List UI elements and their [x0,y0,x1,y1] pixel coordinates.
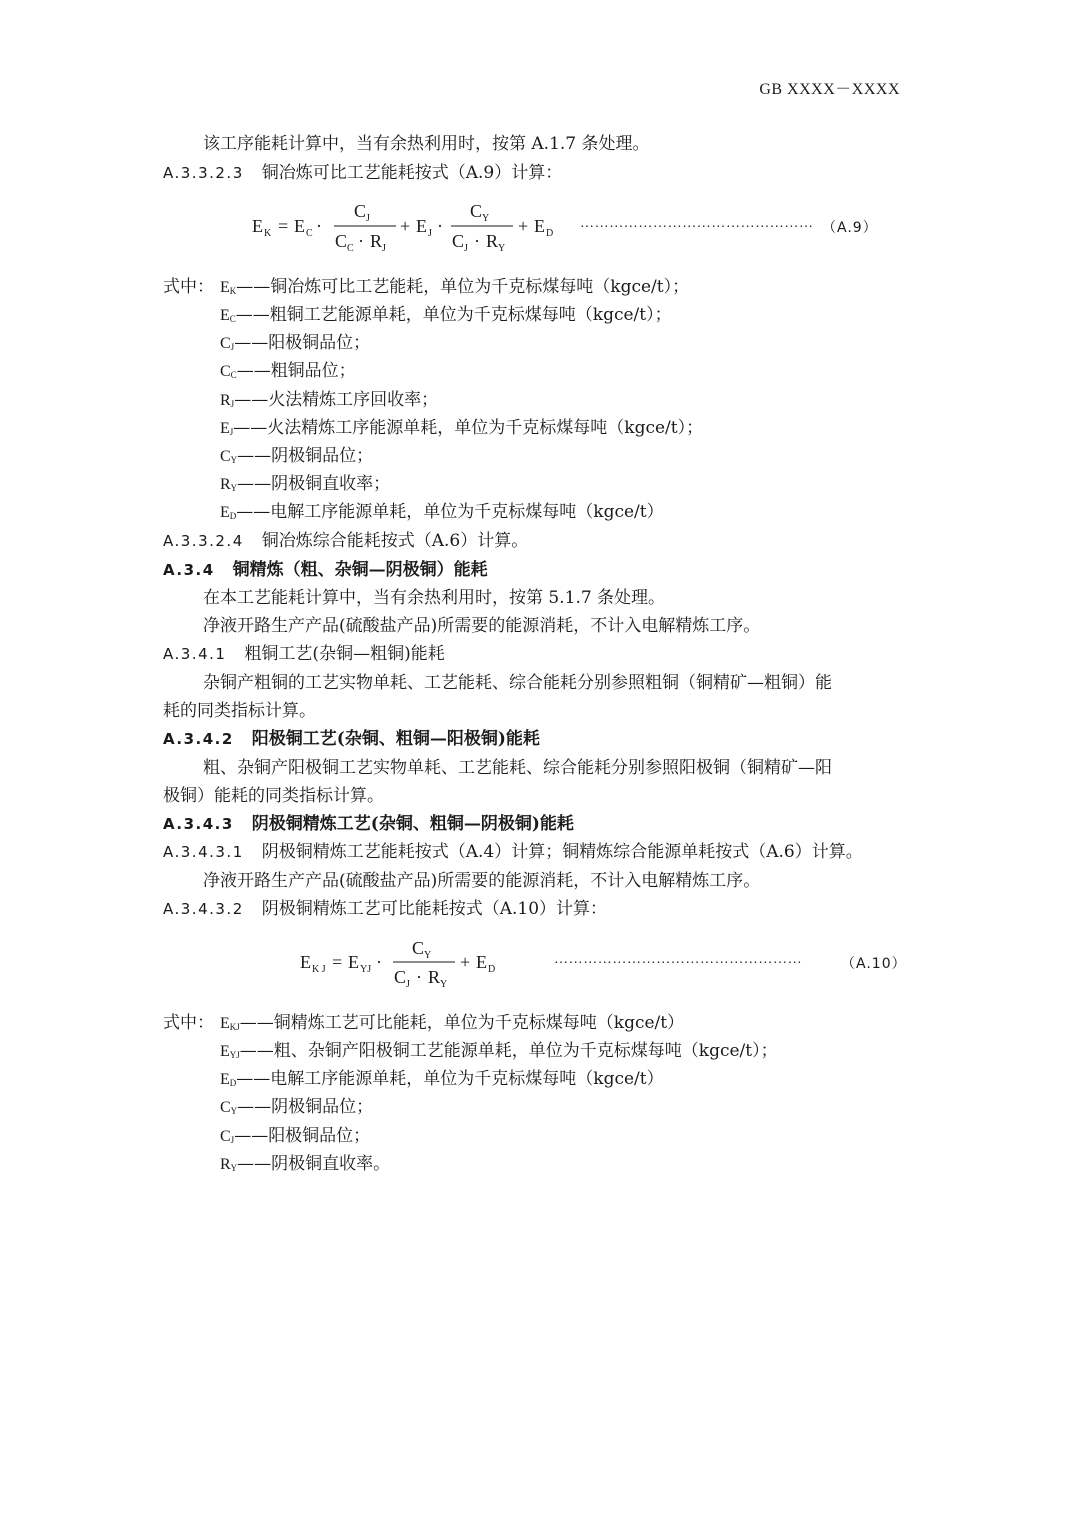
paragraph-waste-heat: 该工序能耗计算中，当有余热利用时，按第 A.1.7 条处理。 [203,134,650,154]
a10-leader-dots: …………………………………………… [554,952,803,967]
symbol: $C_Y$ [220,448,238,465]
symbol: $C_J$ [220,335,235,352]
a10-term2-E: E [476,952,487,972]
a9-dot1: · [316,216,322,236]
a10-lhs-E: E [300,952,311,972]
clause-text: 铜冶炼可比工艺能耗按式（A.9）计算： [261,163,563,183]
paragraph-waste-heat-2: 在本工艺能耗计算中，当有余热利用时，按第 5.1.7 条处理。 [203,588,666,608]
definition-EYJ [220,1040,778,1066]
a9-leader-dots: ………………………………………… [580,216,814,231]
a9-plus1: + [400,216,411,236]
a9-lhs-E: E [252,216,263,236]
a9-frac2-num: C [470,201,483,221]
symbol: $R_Y$ [220,476,238,493]
definition-ED-2 [220,1068,664,1094]
clause-a341 [163,643,445,665]
a9-term3-sub: D [546,228,554,239]
clause-a3431 [163,841,863,863]
a9-frac1-den-dot: · [358,231,364,251]
a10-equation-number: （A.10） [841,956,907,972]
symbol: $E_{KJ}$ [220,1015,240,1032]
clause-number: A.3.3.2.4 [163,532,244,550]
a9-frac2-den-dot: · [474,231,480,251]
formula-a10 [298,934,907,994]
definition-RY [220,473,390,499]
a10-lhs-sub: K J [312,964,326,975]
symbol: $E_D$ [220,1071,237,1088]
clause-a3323 [163,162,562,184]
symbol: $E_J$ [220,420,234,437]
a9-frac1-num: C [354,201,367,221]
where-lead-2: 式中： [163,1013,214,1033]
clause-a34-heading [163,559,488,581]
symbol: $E_D$ [220,504,237,521]
clause-a343-heading [163,813,574,835]
a9-frac2-den-R-sub: Y [498,243,506,254]
definition-text: ——铜精炼工艺可比能耗，单位为千克标煤每吨（kgce/t） [239,1013,685,1033]
clause-number: A.3.4 [163,561,215,579]
definition-CJ [220,332,370,358]
definition-text: ——阳极铜品位； [234,333,371,353]
a10-frac-num: C [412,938,425,958]
a9-frac2-den-C-sub: J [464,243,468,254]
clause-text: 阴极铜精炼工艺能耗按式（A.4）计算；铜精炼综合能源单耗按式（A.6）计算。 [261,842,863,862]
definition-text: ——电解工序能源单耗，单位为千克标煤每吨（kgce/t） [236,1069,664,1089]
definition-EC [220,304,672,330]
a10-plus: + [460,952,471,972]
clause-a342-heading [163,728,540,750]
symbol: $E_K$ [220,279,237,296]
definition-CJ-2 [220,1125,370,1151]
a9-equation-number: （A.9） [822,220,878,236]
a9-frac1-den-R-sub: J [382,243,386,254]
a10-frac-num-sub: Y [424,950,432,961]
definition-text: ——粗铜品位； [236,361,356,381]
symbol: $C_C$ [220,363,237,380]
a9-plus2: + [518,216,529,236]
clause-text: 铜精炼（粗、杂铜—阴极铜）能耗 [232,560,488,580]
definition-text: ——阳极铜品位； [234,1126,371,1146]
a9-dot2: · [437,216,443,236]
a9-frac1-num-sub: J [366,213,370,224]
a9-frac1-den-R: R [370,231,383,251]
where-lead-1: 式中： [163,277,214,297]
clause-a3324 [163,530,528,552]
formula-a9 [250,196,900,256]
a10-term1-sub: YJ [360,964,372,975]
definition-text: ——铜冶炼可比工艺能耗，单位为千克标煤每吨（kgce/t）； [236,277,690,297]
a10-frac-den-C-sub: J [406,979,410,990]
clause-a3432 [163,898,607,920]
definition-ED [220,501,664,527]
definition-EK [220,276,689,302]
formula-a10-expression [298,934,518,996]
paragraph-anode-line2: 极铜）能耗的同类指标计算。 [163,786,384,806]
a10-dot1: · [376,952,382,972]
a10-frac-den-R: R [428,967,441,987]
a10-frac-den-C: C [394,967,407,987]
clause-number: A.3.4.1 [163,645,227,663]
clause-number: A.3.3.2.3 [163,164,244,182]
definition-text: ——阴极铜品位； [237,1097,374,1117]
a9-term1-sub: C [306,228,313,239]
paragraph-anode-line1: 粗、杂铜产阳极铜工艺实物单耗、工艺能耗、综合能耗分别参照阳极铜（铜精矿—阳 [203,758,832,778]
definition-CY [220,445,373,471]
definition-EKJ [220,1012,684,1038]
definition-text: ——阴极铜直收率； [237,474,391,494]
clause-number: A.3.4.3.2 [163,900,244,918]
symbol: $R_Y$ [220,1156,238,1173]
clause-text: 阴极铜精炼工艺可比能耗按式（A.10）计算： [261,899,608,919]
a10-equals: = [332,952,343,972]
a9-frac2-den-C: C [452,231,465,251]
clause-text: 粗铜工艺(杂铜—粗铜)能耗 [244,644,445,664]
definition-text: ——阴极铜品位； [237,446,374,466]
a9-frac1-den-C-sub: C [347,243,354,254]
symbol: $C_Y$ [220,1099,238,1116]
definition-text: ——阴极铜直收率。 [237,1154,391,1174]
paragraph-purification: 净液开路生产产品(硫酸盐产品)所需要的能源消耗，不计入电解精炼工序。 [203,616,761,636]
a9-equals: = [278,216,289,236]
definition-text: ——火法精炼工序能源单耗，单位为千克标煤每吨（kgce/t）； [233,418,704,438]
clause-text: 阴极铜精炼工艺(杂铜、粗铜—阴极铜)能耗 [251,814,574,834]
definition-RY-2 [220,1153,390,1179]
definition-CC [220,360,356,386]
formula-a9-expression [250,196,580,258]
clause-number: A.3.4.3.1 [163,843,244,861]
a9-term3-E: E [534,216,545,236]
a10-frac-den-dot: · [416,967,422,987]
a9-frac1-den-C: C [335,231,348,251]
paragraph-blister-line2: 耗的同类指标计算。 [163,701,316,721]
a9-term2-sub: J [428,228,432,239]
clause-number: A.3.4.3 [163,815,234,833]
clause-text: 铜冶炼综合能耗按式（A.6）计算。 [261,531,529,551]
symbol: $C_J$ [220,1128,235,1145]
a9-lhs-sub: K [264,228,272,239]
a9-frac2-den-R: R [486,231,499,251]
a9-term1-E: E [294,216,305,236]
definition-text: ——电解工序能源单耗，单位为千克标煤每吨（kgce/t） [236,502,664,522]
a9-term2-E: E [416,216,427,236]
a10-frac-den-R-sub: Y [440,979,448,990]
definition-RJ [220,389,438,415]
definition-CY-2 [220,1096,373,1122]
clause-text: 阳极铜工艺(杂铜、粗铜—阳极铜)能耗 [251,729,540,749]
definition-EJ [220,417,703,443]
a9-frac2-num-sub: Y [482,213,490,224]
symbol: $R_J$ [220,392,235,409]
symbol: $E_{YJ}$ [220,1043,240,1060]
paragraph-blister-line1: 杂铜产粗铜的工艺实物单耗、工艺能耗、综合能耗分别参照粗铜（铜精矿—粗铜）能 [203,673,832,693]
symbol: $E_C$ [220,307,236,324]
document-code-header: GB XXXX－XXXX [759,81,900,98]
paragraph-purification-2: 净液开路生产产品(硫酸盐产品)所需要的能源消耗，不计入电解精炼工序。 [203,871,761,891]
a10-term2-sub: D [488,964,496,975]
a10-term1-E: E [348,952,359,972]
clause-number: A.3.4.2 [163,730,234,748]
definition-text: ——粗铜工艺能源单耗，单位为千克标煤每吨（kgce/t）； [235,305,672,325]
definition-text: ——粗、杂铜产阳极铜工艺能源单耗，单位为千克标煤每吨（kgce/t）； [239,1041,778,1061]
definition-text: ——火法精炼工序回收率； [234,390,439,410]
